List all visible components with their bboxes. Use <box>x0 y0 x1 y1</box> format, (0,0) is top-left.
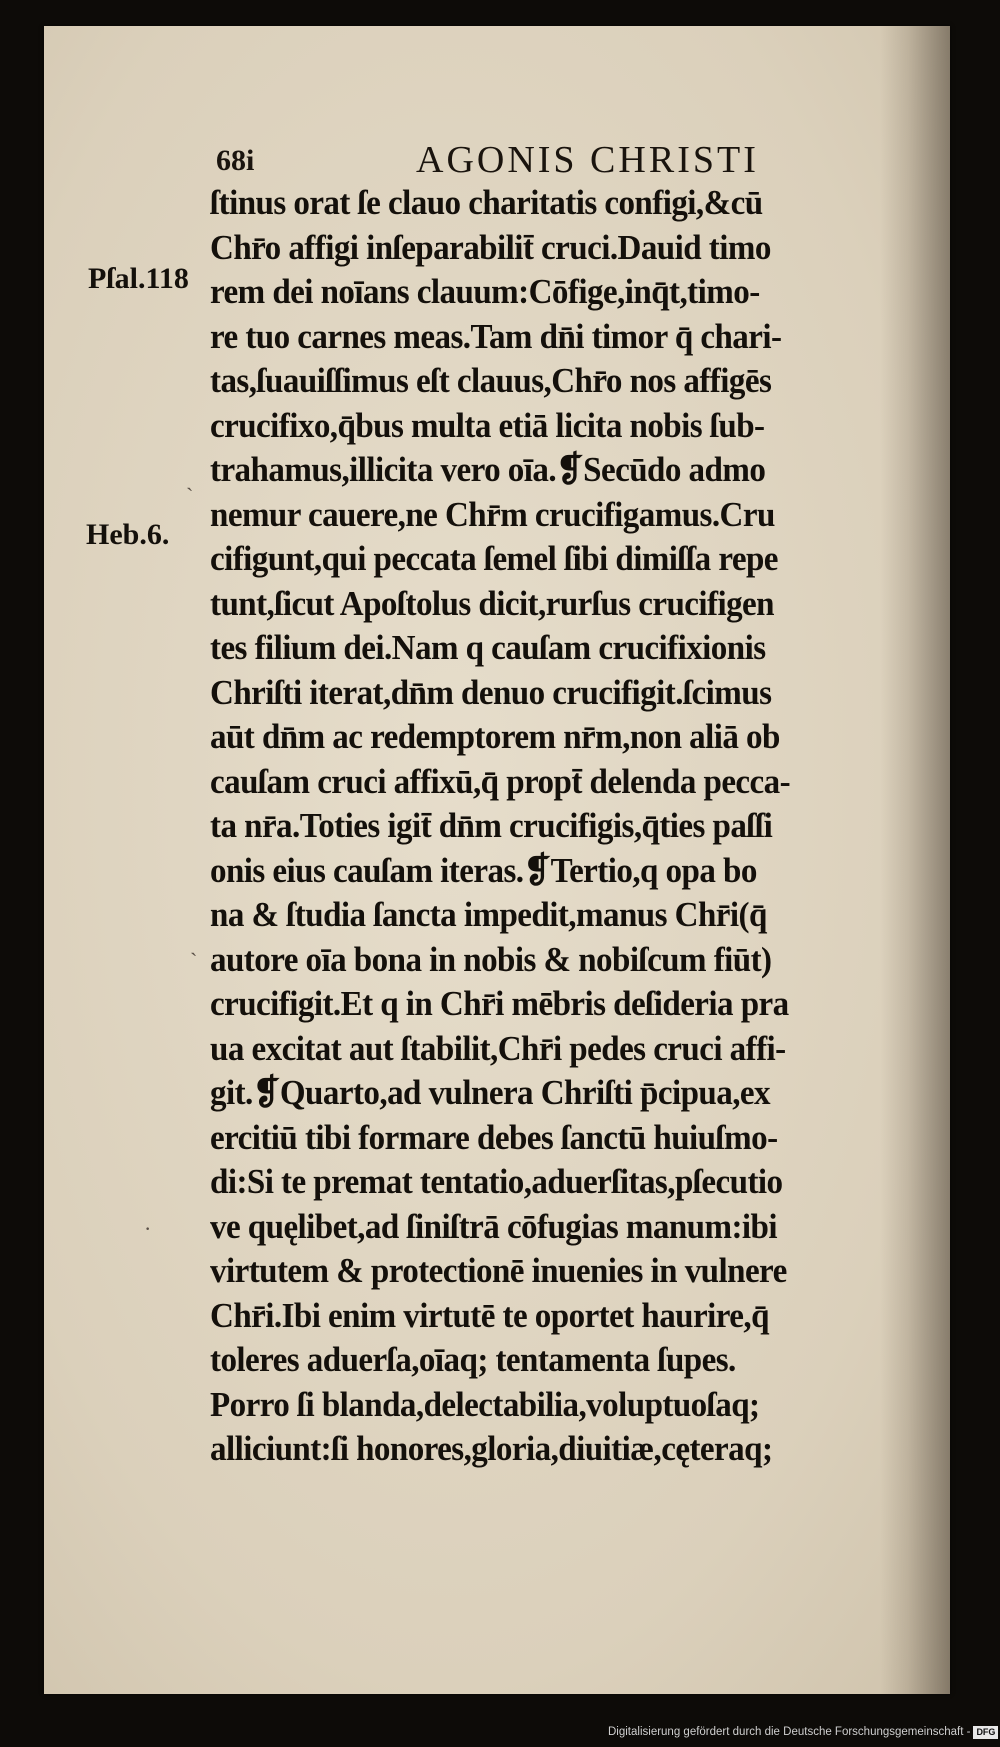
ink-mark: ˏ <box>190 931 198 956</box>
page-header <box>44 139 950 184</box>
text-line: tes filium dei.Nam q cauſam crucifixionis <box>210 628 766 667</box>
text-line: virtutem & protectionē inuenies in vulnere <box>210 1251 787 1290</box>
text-line: ſtinus orat ſe clauo charitatis configi,&cū <box>210 183 763 222</box>
text-line: toleres aduerſa,oīaq; tentamenta ſupes. <box>210 1340 736 1379</box>
text-line: onis eius cauſam iteras.❡Tertio,q opa bo <box>210 850 757 890</box>
book-page <box>44 26 950 1694</box>
text-line: rem dei noīans clauum:Cōfige,inq̄t,timo- <box>210 272 760 311</box>
text-line: re tuo carnes meas.Tam dn̄i timor q̄ chari- <box>210 316 782 356</box>
body-text <box>210 181 940 1472</box>
text-line: di:Si te premat tentatio,aduerſitas,pſecutio <box>210 1162 783 1201</box>
credit-text: Digitalisierung gefördert durch die Deutsche Forschungsgemeinschaft - <box>608 1726 971 1738</box>
margin-note-hebrews: Heb.6. <box>86 518 170 551</box>
digitization-credit <box>608 1726 998 1744</box>
dfg-logo: DFG <box>973 1726 998 1739</box>
page-number: 68i <box>216 144 255 177</box>
text-line: alliciunt:ſi honores,gloria,diuitiæ,cęteraq; <box>210 1429 773 1468</box>
text-line: ve quęlibet,ad ſiniſtrā cōfugias manum:ibi <box>210 1206 777 1246</box>
running-title: AGONIS CHRISTI <box>416 139 759 181</box>
text-line: crucifixo,q̄bus multa etiā licita nobis ſub- <box>210 405 765 445</box>
ink-mark: · <box>144 1216 152 1241</box>
text-line: cifigunt,qui peccata ſemel ſibi dimiſſa repe <box>210 539 778 578</box>
text-line: nemur cauere,ne Chr̄m crucifigamus.Cru <box>210 494 775 534</box>
text-line: Porro ſi blanda,delectabilia,voluptuoſaq; <box>210 1384 760 1424</box>
text-line: cauſam cruci affixū,q̄ propt̄ delenda pecca- <box>210 761 791 801</box>
text-line: Chr̄i.Ibi enim virtutē te oportet haurire,q̄ <box>210 1295 769 1335</box>
text-line: ua excitat aut ſtabilit,Chr̄i pedes cruci affi- <box>210 1028 786 1068</box>
text-line: trahamus,illicita vero oīa.❡Secūdo admo <box>210 450 766 489</box>
text-line: na & ſtudia ſancta impedit,manus Chr̄i(q̄ <box>210 895 767 934</box>
ink-mark: ˏ <box>186 466 194 491</box>
text-line: tas,ſuauiſſimus eſt clauus,Chr̄o nos affigēs <box>210 361 772 400</box>
text-line: aūt dn̄m ac redemptorem nr̄m,non aliā ob <box>210 717 780 756</box>
text-line: git.❡Quarto,ad vulnera Chriſti p̄cipua,ex <box>210 1073 770 1112</box>
text-line: Chr̄o affigi inſeparabilit̄ cruci.Dauid timo <box>210 227 771 267</box>
text-line: crucifigit.Et q in Chr̄i mēbris deſideria pra <box>210 984 789 1023</box>
margin-note-psalm: Pſal.118 <box>88 262 189 295</box>
text-line: ta nr̄a.Toties igit̄ dn̄m crucifigis,q̄ties paſſi <box>210 806 773 845</box>
text-line: Chriſti iterat,dn̄m denuo crucifigit.ſcimus <box>210 672 772 712</box>
text-line: ercitiū tibi formare debes ſanctū huiuſmo- <box>210 1117 778 1157</box>
text-line: tunt,ſicut Apoſtolus dicit,rurſus crucifigen <box>210 583 775 623</box>
text-line: autore oīa bona in nobis & nobiſcum fiūt) <box>210 939 772 979</box>
